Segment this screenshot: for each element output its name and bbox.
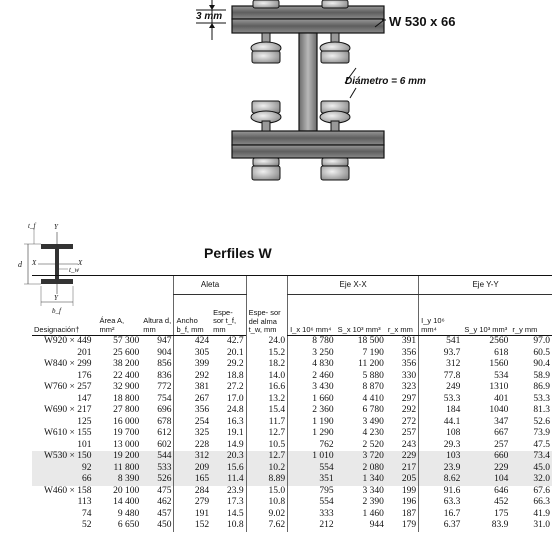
table-cell: 534 [494,370,509,381]
table-cell: 15.6 [226,462,244,473]
table-cell: 554 [288,497,336,509]
table-cell: 1 460 [362,508,384,519]
table-cell: 16.6 [246,382,288,394]
legend-bf: b_f [52,307,61,315]
designation-cell: 74 [82,508,92,519]
table-cell: 18 800 [113,393,140,404]
table-cell: 212 [288,520,336,532]
table-row [32,405,552,417]
designation-cell: W760 × 257 [43,382,92,392]
table-cell: 1 010 [288,451,336,463]
table-cell: 325 [174,428,211,440]
table-cell: 424 [174,336,211,348]
designation-cell: 147 [77,393,92,404]
header-iy: I_y 10⁶ mm⁴ [419,295,463,336]
table-cell: 9.02 [246,509,288,521]
dimension-label: 3 mm [196,11,223,22]
table-cell: 32.0 [533,474,550,484]
table-cell: 257 [494,439,509,450]
table-cell: 13 000 [113,439,140,450]
table-cell: 93.7 [419,348,463,360]
table-cell: 8 870 [362,382,384,392]
header-ix: I_x 10⁶ mm⁴ [288,295,336,336]
table-cell: 612 [157,428,172,438]
table-cell: 81.3 [533,405,550,415]
table-cell: 2 390 [362,497,384,507]
table-cell: 53.3 [533,393,550,404]
header-sy: S_y 10³ mm³ [462,295,510,336]
table-cell: 196 [401,497,417,507]
table-row [32,348,552,360]
table-cell: 1 340 [362,474,384,484]
table-cell: 6 650 [117,520,140,530]
table-cell: 23.9 [226,485,244,496]
table-cell: 10.5 [246,440,288,452]
table-cell: 32 900 [113,382,140,392]
table-cell: 292 [401,405,417,415]
table-row [32,440,552,452]
table-row [32,486,552,498]
table-cell: 15.0 [246,486,288,498]
legend-x-right: X [78,259,83,267]
table-row [32,463,552,475]
header-area: Área A, mm² [98,295,142,336]
table-cell: 7.62 [246,520,288,532]
table-cell: 8 390 [117,474,140,484]
table-cell: 856 [157,359,172,369]
table-cell: 10.8 [226,520,244,530]
section-title: Perfiles W [204,245,272,261]
table-cell: 14.5 [226,508,244,519]
table-cell: 351 [288,474,336,486]
table-cell: 333 [288,509,336,521]
table-cell: 152 [174,520,211,532]
table-cell: 20.1 [226,347,244,358]
table-cell: 544 [157,451,172,461]
table-cell: 279 [174,497,211,509]
table-cell: 391 [401,336,417,346]
table-cell: 24.8 [226,405,244,415]
designation-cell: 52 [82,520,92,530]
table-cell: 22 400 [113,370,140,381]
table-cell: 83.9 [491,520,509,530]
table-row [32,428,552,440]
table-cell: 660 [494,451,509,461]
designation-cell: W920 × 449 [43,336,92,346]
table-cell: 165 [174,474,211,486]
table-header-row [32,295,552,336]
table-cell: 16.3 [226,416,244,427]
table-cell: 356 [401,347,417,358]
table-cell: 944 [369,520,384,530]
table-cell: 7 190 [362,347,384,358]
table-row [32,509,552,521]
diameter-label: Diámetro = 6 mm [345,76,426,87]
table-cell: 205 [401,474,417,484]
table-cell: 462 [157,497,172,507]
table-cell: 312 [174,451,211,463]
table-cell: 475 [157,485,172,496]
table-cell: 450 [157,520,172,530]
table-cell: 249 [419,382,463,394]
table-cell: 947 [157,336,172,346]
table-cell: 24.0 [246,336,288,348]
table-cell: 14.0 [246,371,288,383]
table-cell: 199 [401,485,417,496]
header-rx: r_x mm [386,295,419,336]
table-cell: 97.0 [533,336,550,346]
table-cell: 19.1 [226,428,244,438]
table-cell: 103 [419,451,463,463]
table-row [32,417,552,429]
table-cell: 44.1 [419,417,463,429]
legend-tf: t_f [28,222,36,230]
table-cell: 17.3 [226,497,244,507]
table-cell: 191 [174,509,211,521]
table-cell: 90.4 [533,359,550,369]
table-cell: 27.2 [226,382,244,392]
table-cell: 257 [401,428,417,438]
table-cell: 60.5 [533,347,550,358]
table-cell: 356 [401,359,417,369]
table-cell: 209 [174,463,211,475]
table-cell: 795 [288,486,336,498]
table-cell: 11.7 [246,417,288,429]
table-cell: 63.3 [419,497,463,509]
table-cell: 330 [401,370,417,381]
table-cell: 15.4 [246,405,288,417]
legend-x-left: X [32,259,37,267]
table-cell: 3 340 [362,485,384,496]
table-cell: 762 [288,440,336,452]
w-profiles-table [32,275,552,532]
table-cell: 229 [494,462,509,473]
header-eje-xx: Eje X-X [288,276,419,295]
table-cell: 16 000 [113,416,140,427]
table-row [32,474,552,486]
table-cell: 452 [494,497,509,507]
header-espesor: Espe- sor t_f, mm [211,295,246,336]
table-cell: 73.4 [533,451,550,461]
table-cell: 284 [174,486,211,498]
table-cell: 297 [401,393,417,404]
table-cell: 77.8 [419,371,463,383]
table-cell: 243 [401,439,417,450]
table-cell: 646 [494,485,509,496]
table-cell: 399 [174,359,211,371]
header-designacion: Designación† [32,295,98,336]
table-cell: 4 230 [362,428,384,438]
table-cell: 15.2 [246,348,288,360]
header-sx: S_x 10³ mm³ [336,295,386,336]
table-cell: 836 [157,370,172,381]
header-alma: Espe- sor del alma t_w, mm [246,276,288,336]
table-cell: 5 880 [362,370,384,381]
table-cell: 305 [174,348,211,360]
table-cell: 1040 [489,405,509,415]
table-cell: 267 [174,394,211,406]
table-row [32,497,552,509]
table-cell: 3 490 [362,416,384,427]
table-cell: 175 [494,508,509,519]
table-cell: 292 [174,371,211,383]
table-cell: 18.2 [246,359,288,371]
table-cell: 678 [157,416,172,427]
table-row [32,371,552,383]
table-cell: 57 300 [113,336,140,346]
table-cell: 457 [157,508,172,519]
table-cell: 11 800 [113,462,140,473]
table-cell: 9 480 [117,508,140,519]
table-cell: 1 190 [288,417,336,429]
legend-d: d [18,260,22,269]
designation-cell: W840 × 299 [43,359,92,369]
table-row [32,382,552,394]
table-cell: 217 [401,462,417,473]
table-cell: 58.9 [533,370,550,381]
table-cell: 4 410 [362,393,384,404]
table-cell: 10.2 [246,463,288,475]
table-cell: 41.9 [533,508,550,519]
table-cell: 228 [174,440,211,452]
table-cell: 108 [419,428,463,440]
legend-tw: t_w [69,266,80,274]
table-cell: 38 200 [113,359,140,369]
table-cell: 25 600 [113,347,140,358]
table-cell: 14.9 [226,439,244,450]
table-cell: 3 430 [288,382,336,394]
table-cell: 19 700 [113,428,140,438]
table-cell: 754 [157,393,172,404]
designation-cell: 125 [77,416,92,427]
table-cell: 29.3 [419,440,463,452]
designation-cell: 176 [77,370,92,381]
table-cell: 229 [401,451,417,461]
table-cell: 3 250 [288,348,336,360]
table-cell: 1 660 [288,394,336,406]
designation-cell: 113 [77,497,92,507]
table-cell: 11 200 [358,359,384,369]
table-cell: 91.6 [419,486,463,498]
table-cell: 1 290 [288,428,336,440]
table-cell: 1310 [489,382,509,392]
table-cell: 347 [494,416,509,427]
table-cell: 401 [494,393,509,404]
table-cell: 4 830 [288,359,336,371]
table-cell: 2 520 [362,439,384,450]
table-cell: 53.3 [419,394,463,406]
table-cell: 179 [401,520,417,530]
table-cell: 8.62 [419,474,463,486]
table-cell: 11.4 [227,474,244,484]
table-cell: 8 780 [288,336,336,348]
header-eje-yy: Eje Y-Y [419,276,552,295]
table-cell: 23.9 [419,463,463,475]
table-cell: 31.0 [533,520,550,530]
designation-cell: W610 × 155 [43,428,92,438]
designation-cell: W530 × 150 [43,451,92,461]
table-cell: 312 [419,359,463,371]
header-ancho: Ancho b_f, mm [174,295,211,336]
table-cell: 27 800 [113,405,140,415]
designation-cell: 201 [77,347,92,358]
designation-cell: W460 × 158 [43,485,92,496]
table-cell: 16.7 [419,509,463,521]
table-cell: 696 [157,405,172,415]
table-cell: 29.2 [226,359,244,369]
designation-cell: 92 [82,462,92,473]
table-row [32,451,552,463]
table-cell: 526 [157,474,172,484]
bolted-connection-drawing [0,0,558,205]
table-cell: 381 [174,382,211,394]
table-cell: 541 [419,336,463,348]
table-row [32,359,552,371]
table-cell: 184 [419,405,463,417]
table-cell: 667 [494,428,509,438]
table-cell: 6.37 [419,520,463,532]
designation-cell: 101 [77,439,92,450]
table-cell: 42.7 [226,336,244,346]
connection-figure [0,0,558,205]
header-ry: r_y mm [510,295,552,336]
table-cell: 104 [494,474,509,484]
table-cell: 1560 [489,359,509,369]
table-cell: 13.2 [246,394,288,406]
table-cell: 17.0 [226,393,244,404]
table-cell: 12.7 [246,451,288,463]
table-cell: 73.9 [533,428,550,438]
table-cell: 8.89 [246,474,288,486]
table-cell: 47.5 [533,439,550,450]
table-row [32,394,552,406]
table-cell: 10.8 [246,497,288,509]
table-row [32,520,552,532]
table-cell: 2 460 [288,371,336,383]
table-body [32,336,552,532]
table-cell: 2 360 [288,405,336,417]
table-cell: 356 [174,405,211,417]
table-cell: 2 080 [362,462,384,473]
table-cell: 904 [157,347,172,358]
table-cell: 67.6 [533,485,550,496]
table-cell: 772 [157,382,172,392]
table-cell: 14 400 [113,497,140,507]
table-cell: 18 500 [357,336,384,346]
legend-y-top: Y [54,223,58,231]
table-cell: 272 [401,416,417,427]
table-cell: 533 [157,462,172,473]
table-cell: 187 [401,508,417,519]
table-cell: 45.0 [533,462,550,473]
table-cell: 254 [174,417,211,429]
legend-y-bottom: Y [54,294,58,302]
designation-cell: 66 [82,474,92,484]
table-header-group-row [32,276,552,295]
table-cell: 86.9 [533,382,550,392]
table-cell: 18.8 [226,370,244,381]
designation-cell: W690 × 217 [43,405,92,415]
profile-label: W 530 x 66 [389,14,456,29]
table-cell: 19 200 [113,451,140,461]
table-cell: 554 [288,463,336,475]
table-cell: 3 720 [362,451,384,461]
table-cell: 2560 [489,336,509,346]
table-cell: 618 [494,347,509,358]
table-cell: 323 [401,382,417,392]
table-cell: 602 [157,439,172,450]
table-cell: 52.6 [533,416,550,427]
table-cell: 6 780 [362,405,384,415]
table-cell: 12.7 [246,428,288,440]
table-row [32,336,552,348]
table-cell: 66.3 [533,497,550,507]
header-altura: Altura d, mm [141,295,174,336]
table-cell: 20.3 [226,451,244,461]
table-cell: 20 100 [113,485,140,496]
header-aleta: Aleta [174,276,246,295]
